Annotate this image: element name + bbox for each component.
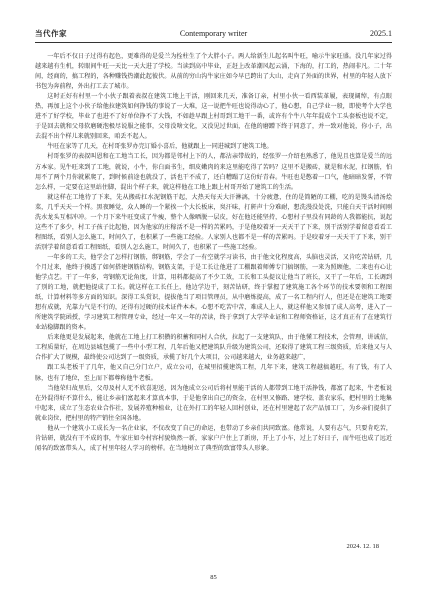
paragraph: 一年后不仅日子过得有起色，更难得的是爱兰为拴柱生了个大胖小子。两人给新生儿起名叫牛旺，喻示牛家旺盛。没几年家过得越来越有生机，转眼间牛旺一天比一天大进了学校。当读到高中毕业，正赶上改革潮风起云涌，下海的，打工的，热闹非凡。二十年间，经商的，搞工程的，各种赚钱热潮此起彼伏。从前的穷山沟牛家庄如今早已跨出了大山，走向了外面的世界，村里的年轻人放下书包为奔前程，外出打工去了城市。	[35, 53, 392, 91]
journal-name-en: Contemporary writer	[179, 29, 248, 38]
paragraph: 后来他更是发展起来，他就在工地上打工积攒的积蓄和同村人合伙，拉起了一支建筑队，由于他懂工程技术，会管理，讲诚信，工程质量好，在周边县城包揽了一些中小型工程，几年后他又把建筑队升级为建筑公司，还取得了建筑工程三级资质，后来他又与人合作扩大了规模，最终使公司达到了一级资质，承揽了好几个大项目，公司越来越大，业务越来越广，	[35, 334, 392, 362]
paragraph: 当他荣归故里后，父母及村人无不欣喜迎送，因为他成立公司后将村里能干活的人都带到工地干活挣钱，都富了起来，牛老板说在外混得好不算什么，能让乡亲们富起来才算真本事，于是他拿出自己的资金，在村里又修路、建学校、盖农家乐，把村里的土地集中起来，成立了生态农业合作社，发展养殖种植业，让在外打工的年轻人回村创业，还在村里建起了农产品加工厂，为乡亲们提供了就业岗位，把村里的特产销往全国各地。	[35, 384, 392, 422]
article-body	[35, 52, 392, 454]
paragraph: 村哥张罗的表叔叫恩和在工地当工长，因为都是邻村上下的人，都沾亲带故的，经张罗一介绍也熟悉了，他见且也算是爱兰的远方本家。见牛旺来到了工地，就说，小牛，你白面书生，细皮嫩肉的来这里能吃得了苦吗？这里不是搬砖，就是和水泥，扛钢筋，怕用不了两个月你就累爬了，到时候前途也就没了，活也干不成了，还白糟蹋了这份好青春。牛旺也是憋着一口气，他暗暗发誓，不管怎么样，一定要在这里站住脚，混出个样子来，就这样他在工地上跟上村哥开始了建筑工的生活。	[35, 153, 392, 191]
running-header	[35, 27, 392, 41]
paragraph: 就这样在工地待了下来，先从搬砖扛水泥钢筋干起，大热天每天大汗淋漓，十分疲惫，住的是简陋的工棚，吃的是馒头清汤烩菜，几乎天天一个样。黑夜睡觉，众人睡的一个紧挨一个大长板床，臭汗味，打鼾声十分难耐，想洗漫没处洗，只能白天干活时间刚洗水龙头互相冲冲。一个月下来牛旺变成了牛瘦，整个人像晒脱一层皮，好在他还能坚持，心想村子里没有同龄的人我都能抗，说起这些不了多少，村工子孩子比起他，因为他家的庄稼活不是一样的苦累吗，于是他咬着牙一天天干了下来，别干活别学着留意看看工程图纸，看别人怎么施工，时间久了，也积累了一些施工经验。人家别人也都不是一样的苦累吗。于是咬着牙一天天干了下来，别干活别学着留意看看工程图纸，看别人怎么施工，时间久了，也积累了一些施工经验。	[35, 193, 392, 251]
page-number: 85	[210, 574, 217, 581]
paragraph: 跟工头老板干了几年，他又自己分门立户，成立公司，在城里招揽建筑工程，几年下来，建筑工程越搞越旺，有了钱，有了人脉，也有了地位，至上而下都尊称他牛老板。	[35, 364, 392, 382]
article-date: 2024. 12. 18	[346, 543, 379, 550]
paragraph: 牛旺在家等了几天，在村哥张罗办完订婚小喜后，他就跟上一同进城到了建筑工地。	[47, 143, 273, 151]
journal-name-cn: 当代作家	[35, 29, 67, 38]
header-rule	[35, 42, 392, 43]
paragraph: 他从一个建筑小工成长为一名企业家，不仅改变了自己的命运，也带动了乡亲们共同致富。他常说，人要有志气，只要肯吃苦，肯钻研，就没有干不成的事，牛家庄如今村容村貌焕然一新，家家户户住上了新房，开上了小车，过上了好日子，而牛旺也成了远近闻名的致富带头人，成了村里年轻人学习的榜样。在当地树立了典型的致富带头人形象。	[35, 424, 392, 452]
paragraph: 这时正好有村里一个小伙子跟着表叔在建筑工地上干活，刚回来几天，准备订亲，村里小伙一看西装革履，表现阔绰，有点眼热，再加上这个小伙子给他拉建筑如何挣钱的事说了一大堆，这一说把牛旺也说得动心了，他心想，自己学业一般，即使考个大学也进不了好学校，毕业了也进不了好单位挣不了大钱，不如趁早跟上村哥到工地干一番，或许有个牛八年年混成个工头套板也说不定，于是回去就和父母软磨硬泡极尽说服之能事，父母没啥文化，又没见过世面，在他的磨蹭下终于同意了，并一致对他说，你小子，出去混不出个样儿来就别回来，咱丢不起人。	[35, 93, 392, 141]
issue-number: 2025.1	[370, 29, 392, 38]
paragraph: 一年多的工夫，他学会了怎样打钢筋，绑钢筋，学会了一有空就学习读书，由于他文化程度高，头脑也灵活，又肯吃苦钻研，几个月过来，他终于摸透了如何搭建钢筋结构，钢筋支架，于是工长让他进了工棚跟着师傅专门搞钢筋，一来为照顾他，二来也有心让他学点艺。干了一年多，弯钢筋无论角度，计算，用料都提高了不少工效，工长和工头提议让他当了班长，又干了一年后，工长调到了别的工地，就把他提成了工长。就这样在工长任上，他边学边干，刻苦钻研，终于掌握了建筑施工各个环节的技术要领和工程图纸，计算材料等多方面的知识。深得工头赏识，提拔他当了项目管理员，从中磨炼提高，成了一名工程内行人，但还是在建筑工地要想有成就，光靠力气是不行的，还得有过硬的技术证件本本。心想不吃苦中苦，难成人上人，就这样他又参加了成人高考，进入了一所建筑学院函授，学习建筑工程管理专业，经过一年又一年的苦读，终于拿到了大学毕业证和工程师资格证，这才真正有了在建筑行业站稳脚跟的资本。	[35, 253, 392, 332]
